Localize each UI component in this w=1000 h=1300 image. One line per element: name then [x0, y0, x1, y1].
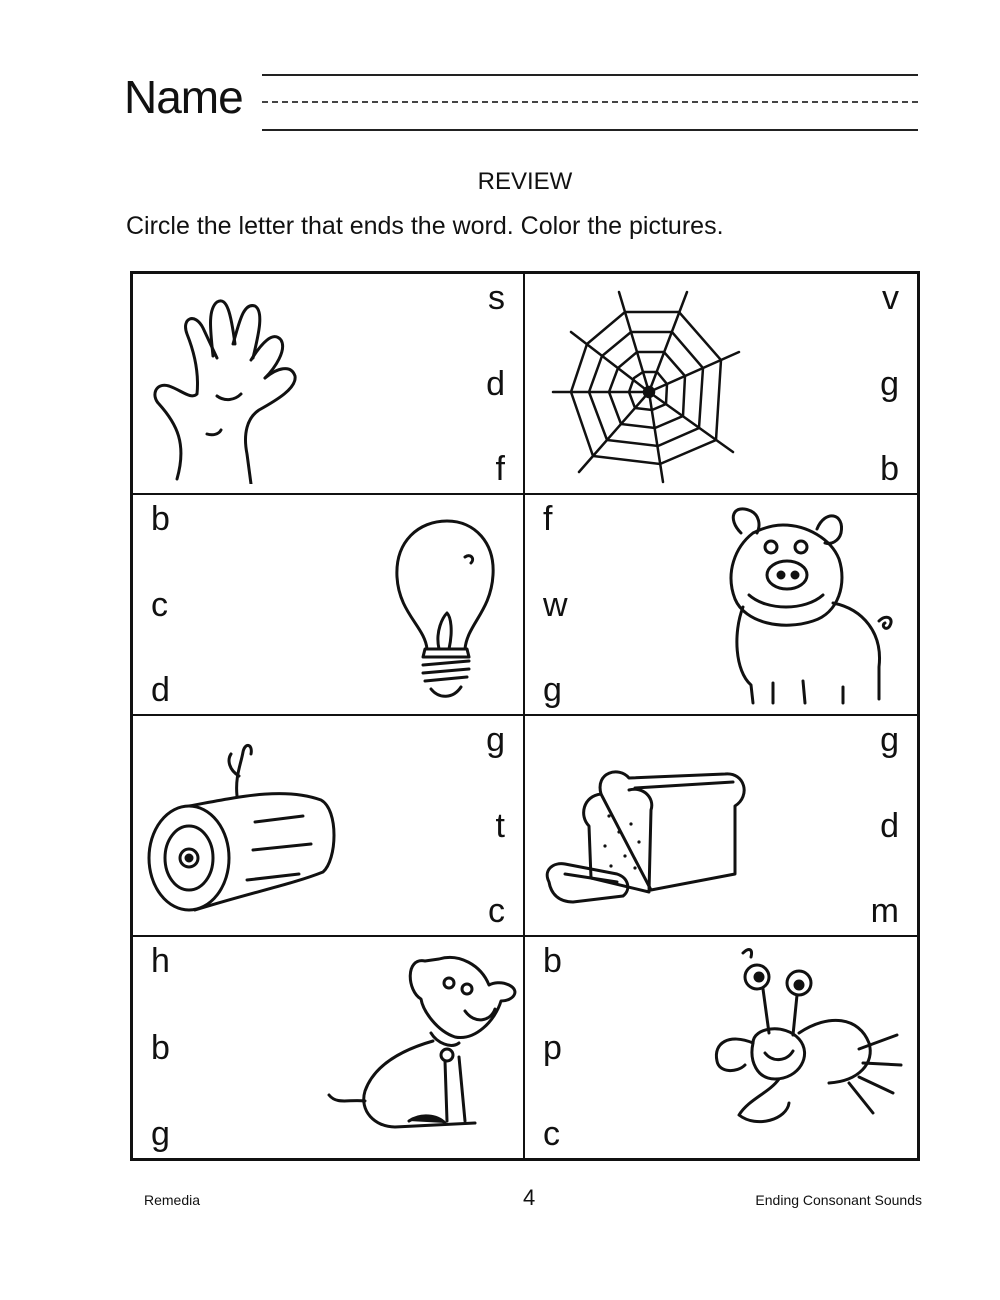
base-line	[262, 129, 918, 131]
letter-option[interactable]: b	[151, 1028, 170, 1067]
exercise-cell-crab	[525, 937, 917, 1158]
crab-icon	[709, 943, 909, 1143]
letter-option[interactable]: b	[880, 450, 899, 488]
letter-option[interactable]: p	[543, 1028, 562, 1067]
letter-choices	[880, 278, 899, 489]
exercise-cell-bulb	[133, 495, 525, 716]
letter-option[interactable]: g	[151, 1115, 170, 1153]
letter-option[interactable]: c	[543, 1115, 560, 1153]
exercise-grid	[130, 271, 920, 1161]
letter-option[interactable]: f	[543, 500, 553, 538]
dashed-midline	[262, 101, 918, 103]
letter-choices	[543, 499, 568, 710]
letter-option[interactable]: g	[880, 721, 899, 759]
exercise-cell-web	[525, 274, 917, 495]
letter-option[interactable]: g	[486, 721, 505, 759]
letter-option[interactable]: b	[543, 942, 562, 980]
publisher-name: Remedia	[144, 1192, 201, 1208]
top-line	[262, 74, 918, 76]
bread-icon	[539, 766, 769, 906]
name-label: Name	[124, 71, 243, 123]
letter-option[interactable]: d	[880, 806, 899, 845]
bulb-icon	[391, 517, 501, 707]
letter-choices	[543, 941, 562, 1154]
spider-web-icon	[541, 282, 751, 492]
letter-option[interactable]: m	[870, 892, 899, 930]
instructions: Circle the letter that ends the word. Color the pictures.	[126, 212, 724, 240]
letter-option[interactable]: w	[543, 585, 568, 624]
letter-option[interactable]: t	[495, 806, 505, 845]
letter-choices	[486, 720, 505, 931]
log-icon	[143, 740, 343, 920]
topic-label: Ending Consonant Sounds	[755, 1192, 922, 1208]
letter-choices	[151, 941, 170, 1154]
letter-option[interactable]: f	[495, 450, 505, 488]
letter-option[interactable]: b	[151, 500, 170, 538]
letter-option[interactable]: h	[151, 942, 170, 980]
exercise-cell-bread	[525, 716, 917, 937]
pig-icon	[713, 503, 903, 708]
exercise-cell-log	[133, 716, 525, 937]
letter-option[interactable]: c	[151, 585, 168, 624]
exercise-cell-pig	[525, 495, 917, 716]
exercise-cell-dog	[133, 937, 525, 1158]
letter-choices	[151, 499, 170, 710]
letter-option[interactable]: s	[488, 279, 505, 317]
exercise-cell-hand	[133, 274, 525, 495]
hand-icon	[147, 284, 307, 484]
letter-option[interactable]: c	[488, 892, 505, 930]
letter-option[interactable]: d	[151, 671, 170, 709]
worksheet-title: REVIEW	[477, 168, 573, 195]
letter-option[interactable]: d	[486, 364, 505, 403]
page-number: 4	[523, 1185, 536, 1210]
letter-option[interactable]: v	[882, 279, 899, 317]
dog-icon	[325, 951, 525, 1141]
letter-option[interactable]: g	[880, 364, 899, 403]
letter-option[interactable]: g	[543, 671, 562, 709]
name-write-lines[interactable]	[262, 72, 918, 134]
letter-choices	[871, 720, 899, 931]
letter-choices	[486, 278, 505, 489]
